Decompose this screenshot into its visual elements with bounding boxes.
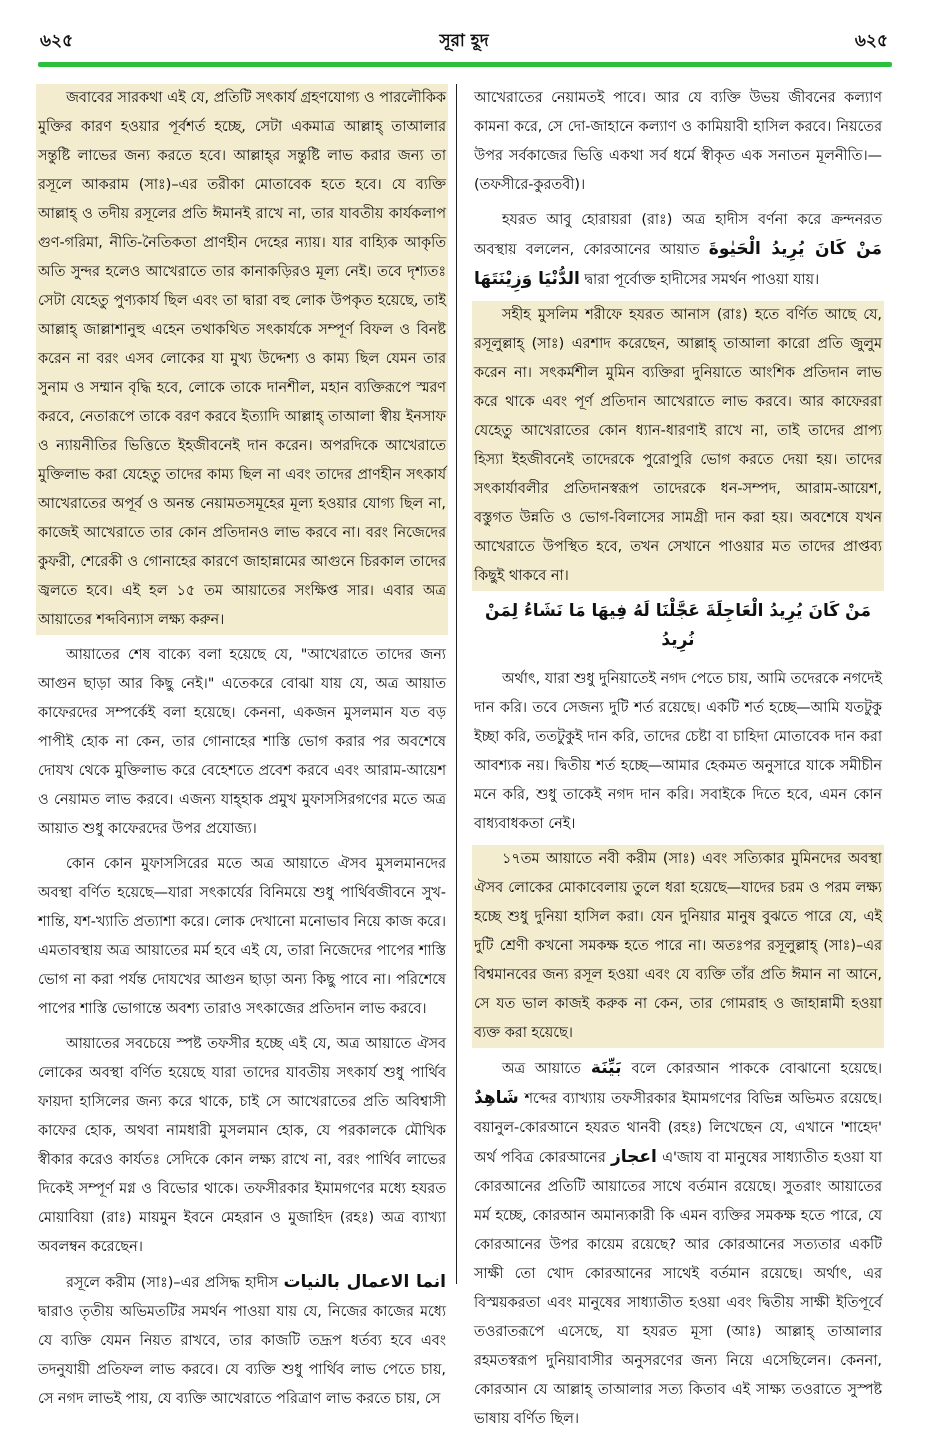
header-rule <box>38 62 892 67</box>
text-run: দ্বারা পূর্বোক্ত হাদীসের সমর্থন পাওয়া যায়। <box>584 272 820 288</box>
arabic-hadith: انما الاعمال بالنيات <box>283 1272 447 1292</box>
text-run: বলে কোরআন পাককে বোঝানো হয়েছে। <box>631 1061 882 1077</box>
left-paragraph-2: আয়াতের শেষ বাক্যে বলা হয়েছে যে, "আখেরাতে তাদের জন্য আগুন ছাড়া আর কিছু নেই।" এতেকরে বোঝা যায় যে, অত্র আয়াত কাফেরদের সম্পর্কেই বলা হয়েছে। কেননা, একজন মুসলমান যত বড় পাপীই হোক না কেন, তার গোনাহের শাস্তি ভোগ করার পর অবশেষে দোযখ থেকে মুক্তিলাভ করে বেহেশতে প্রবেশ করবে এবং আরাম-আয়েশ ও নেয়ামত লাভ করবে। এজন্য যাহ্‌হাক প্রমুখ মুফাসসিরগণের মতে অত্র আয়াত শুধু কাফেরদের উপর প্রযোজ্য। <box>38 647 446 837</box>
right-paragraph-6 <box>472 1054 884 1434</box>
left-paragraph-3: কোন কোন মুফাসসিরের মতে অত্র আয়াতে ঐসব মুসলমানদের অবস্থা বর্ণিত হয়েছে—যারা সৎকার্যের বিনিময়ে শুধু পার্থিবজীবনে সুখ-শান্তি, যশ-খ্যাতি প্রত্যাশা করে। লোক দেখানো মনোভাব নিয়ে কাজ করে। এমতাবস্থায় অত্র আয়াতের মর্ম হবে এই যে, তারা নিজেদের পাপের শাস্তি ভোগ না করা পর্যন্ত দোযখের আগুন ছাড়া অন্য কিছু পাবে না। পরিশেষে পাপের শাস্তি ভোগান্তে অবশ্য তারাও সৎকাজের প্রতিদান লাভ করবে। <box>38 856 446 1017</box>
text-run: দ্বারাও তৃতীয় অভিমতটির সমর্থন পাওয়া যায় যে, নিজের কাজের মধ্যে যে ব্যক্তি যেমন নিয়ত রাখবে, তার কাজটি তদ্রূপ ধর্তব্য হবে এবং তদনুযায়ী প্রতিফল লাভ করবে। যে ব্যক্তি শুধু পার্থিব লাভ পেতে চায়, সে নগদ লাভই পায়, যে ব্যক্তি আখেরাতে পরিত্রাণ লাভ করতে চায়, সে <box>38 1304 446 1407</box>
left-paragraph-4: আয়াতের সবচেয়ে স্পষ্ট তফসীর হচ্ছে এই যে, অত্র আয়াতে ঐসব লোকের অবস্থা বর্ণিত হয়েছে যারা তাদের যাবতীয় সৎকার্য শুধু পার্থিব ফায়দা হাসিলের জন্য করে থাকে, চাই সে আখেরাতের প্রতি অবিশ্বাসী কাফের হোক, অথবা নামধারী মুসলমান হোক, যে পরকালকে মৌখিক স্বীকার করেও কার্যতঃ সেদিকে কোন লক্ষ্য রাখে না, বরং পার্থিব লাভের দিকেই সম্পূর্ণ মগ্ন ও বিভোর থাকে। তফসীরকার ইমামগণের মধ্যে হযরত মোয়াবিয়া (রাঃ) মায়মুন ইবনে মেহরান ও মুজাহিদ (রহঃ) অত্র ব্যাখ্যা অবলম্বন করেছেন। <box>38 1036 446 1255</box>
arabic-verse: مَنْ كَانَ يُرِيدُ الْعَاجِلَةَ عَجَّلْنَا لَهُ فِيهَا مَا نَشَاءُ لِمَنْ نُرِيدُ <box>485 601 871 650</box>
arabic-word: اعجاز <box>610 1147 657 1167</box>
text-run: অত্র আয়াতে <box>502 1061 581 1077</box>
text-run: এ'জায বা মানুষের সাধ্যাতীত হওয়া যা কোরআনের প্রতিটি আয়াতের সাথে বর্তমান রয়েছে। সুতরাং আয়াতের মর্ম হচ্ছে, কোরআন অমান্যকারী কি এমন ব্যক্তির সমকক্ষ হতে পারে, যে কোরআনের উপর কায়েম রয়েছে? আর কোরআনের সত্যতার একটি সাক্ষী তো খোদ কোরআনের সাথেই বর্তমান রয়েছে। অর্থাৎ, এর বিস্ময়করতা এবং মানুষের সাধ্যাতীত হওয়া এবং দ্বিতীয় সাক্ষী ইতিপূর্বে তওরাতরূপে এসেছে, যা হযরত মূসা (আঃ) আল্লাহ্ তাআলার রহমতস্বরূপ দুনিয়াবাসীর অনুসরণের জন্য নিয়ে এসেছিলেন। কেননা, কোরআন যে আল্লাহ্ তাআলার সত্য কিতাব এই সাক্ষ্য তওরাতে সুস্পষ্ট ভাষায় বর্ণিত ছিল। <box>474 1150 882 1427</box>
arabic-ayah-inline: مَنْ كَانَ يُرِيدُ الْحَيٰوةَ الدُّنْيَا وَزِيْنَتَهَا <box>474 239 882 289</box>
text-run: রসূলে করীম (সাঃ)–এর প্রসিদ্ধ হাদীস <box>66 1275 279 1291</box>
page-number-left: ৬২৫ <box>40 31 74 51</box>
right-column <box>472 84 884 1434</box>
page-number-right: ৬২৫ <box>854 31 888 51</box>
left-paragraph-5 <box>36 1268 448 1414</box>
left-column <box>36 84 448 1414</box>
right-paragraph-2 <box>472 206 884 295</box>
text-run: হযরত আবু হোরায়রা (রাঃ) অত্র হাদীস বর্ণনা করে ক্রন্দনরত অবস্থায় বললেন, কোরআনের আয়াত <box>474 212 882 258</box>
text-run: শব্দের ব্যাখ্যায় তফসীরকার ইমামগণের বিভিন্ন অভিমত রয়েছে। বয়ানুল-কোরআনে হযরত থানবী (রহঃ) লিখেছেন যে, এখানে 'শাহেদ' অর্থ পবিত্র কোরআনের <box>474 1091 882 1166</box>
arabic-word: شَاهِدٌ <box>474 1088 519 1108</box>
running-header-title: সূরা হূদ <box>439 31 489 51</box>
left-paragraph-1: জবাবের সারকথা এই যে, প্রতিটি সৎকার্য গ্রহণযোগ্য ও পারলৌকিক মুক্তির কারণ হওয়ার পূর্বশর্ত হচ্ছে, সেটা একমাত্র আল্লাহ্ তাআলার সন্তুষ্টি লাভের জন্য করতে হবে। আল্লাহ্‌র সন্তুষ্টি লাভ করার জন্য তা রসূলে আকরাম (সাঃ)–এর তরীকা মোতাবেক হতে হবে। যে ব্যক্তি আল্লাহ্ ও তদীয় রসূলের প্রতি ঈমানই রাখে না, তার যাবতীয় কার্যকলাপ গুণ-গরিমা, নীতি-নৈতিকতা প্রাণহীন দেহের ন্যায়। যার বাহ্যিক আকৃতি অতি সুন্দর হলেও আখেরাতে তার কানাকড়িরও মূল্য নেই। তবে দৃশ্যতঃ সেটা যেহেতু পুণ্যকার্য ছিল এবং তা দ্বারা বহু লোক উপকৃত হয়েছে, তাই আল্লাহ্ জাল্লাশানুহু এহেন তথাকথিত সৎকার্যকে সম্পূর্ণ বিফল ও বিনষ্ট করেন না বরং এসব লোকের যা মুখ্য উদ্দেশ্য ও কাম্য ছিল যেমন তার সুনাম ও সম্মান বৃদ্ধি হবে, লোকে তাকে দানশীল, মহান ব্যক্তিরূপে স্মরণ করবে, নেতারূপে তাকে বরণ করবে ইত্যাদি আল্লাহ্ তাআলা স্বীয় ইনসাফ ও ন্যায়নীতির ভিত্তিতে ইহজীবনেই দান করেন। অপরদিকে আখেরাতে মুক্তিলাভ করা যেহেতু তাদের কাম্য ছিল না এবং তাদের প্রাণহীন সৎকার্য আখেরাতের অপূর্ব ও অনন্ত নেয়ামতসমূহের মূল্য হওয়ার যোগ্য ছিল না, কাজেই আখেরাতে তার কোন প্রতিদানও লাভ করবে না। বরং নিজেদের কুফরী, শেরেকী ও গোনাহের কারণে জাহান্নামের আগুনে চিরকাল তাদের জ্বলতে হবে। এই হল ১৫ তম আয়াতের সংক্ষিপ্ত সার। এবার অত্র আয়াতের শব্দবিন্যাস লক্ষ্য করুন। <box>36 84 448 635</box>
column-divider <box>456 84 457 1284</box>
right-paragraph-4: অর্থাৎ, যারা শুধু দুনিয়াতেই নগদ পেতে চায়, আমি তদেরকে নগদেই দান করি। তবে সেজন্য দুটি শর্ত রয়েছে। একটি শর্ত হচ্ছে—আমি যতটুকু ইচ্ছা করি, ততটুকুই দান করি, তাদের চেষ্টা বা চাহিদা মোতাবেক দান করা আবশ্যক নয়। দ্বিতীয় শর্ত হচ্ছে—আমার হেকমত অনুসারে যাকে সমীচীন মনে করি, শুধু তাকেই নগদ দান করি। সবাইকে দিতে হবে, এমন কোন বাধ্যবাধকতা নেই। <box>474 671 882 832</box>
arabic-word: بَيِّنَة <box>590 1058 622 1078</box>
right-paragraph-3: সহীহ মুসলিম শরীফে হযরত আনাস (রাঃ) হতে বর্ণিত আছে যে, রসূলুল্লাহ্ (সাঃ) এরশাদ করেছেন, আল্লাহ্ তাআলা কারো প্রতি জুলুম করেন না। সৎকর্মশীল মুমিন ব্যক্তিরা দুনিয়াতে আংশিক প্রতিদান লাভ করে থাকে এবং পূর্ণ প্রতিদান আখেরাতে লাভ করবে। আর কাফেররা যেহেতু আখেরাতের কোন ধ্যান-ধারণাই রাখে না, তাই তাদের প্রাপ্য হিস্যা ইহজীবনেই তাদেরকে পুরোপুরি ভোগ করতে দেয়া হয়। তাদের সৎকার্যাবলীর প্রতিদানস্বরূপ তাদেরকে ধন-সম্পদ, আরাম-আয়েশ, বস্তুগত উন্নতি ও ভোগ-বিলাসের সামগ্রী দান করা হয়। অবশেষে যখন আখেরাতে উপস্থিত হবে, তখন সেখানে পাওয়ার মত তাদের প্রাপ্তব্য কিছুই থাকবে না। <box>472 301 884 591</box>
right-paragraph-5: ১৭তম আয়াতে নবী করীম (সাঃ) এবং সত্যিকার মুমিনদের অবস্থা ঐসব লোকের মোকাবেলায় তুলে ধরা হয়েছে—যাদের চরম ও পরম লক্ষ্য হচ্ছে শুধু দুনিয়া হাসিল করা। যেন দুনিয়ার মানুষ বুঝতে পারে যে, এই দুটি শ্রেণী কখনো সমকক্ষ হতে পারে না। অতঃপর রসূলুল্লাহ্ (সাঃ)–এর বিশ্বমানবের জন্য রসূল হওয়া এবং যে ব্যক্তি তাঁর প্রতি ঈমান না আনে, সে যত ভাল কাজই করুক না কেন, তার গোমরাহ ও জাহান্নামী হওয়া ব্যক্ত করা হয়েছে। <box>472 845 884 1048</box>
right-paragraph-1: আখেরাতের নেয়ামতই পাবে। আর যে ব্যক্তি উভয় জীবনের কল্যাণ কামনা করে, সে দো-জাহানে কল্যাণ ও কামিয়াবী হাসিল করবে। নিয়তের উপর সর্বকাজের ভিত্তি একথা সর্ব ধর্মে স্বীকৃত এক সনাতন মূলনীতি।—(তফসীরে-কুরতবী)। <box>474 90 882 193</box>
